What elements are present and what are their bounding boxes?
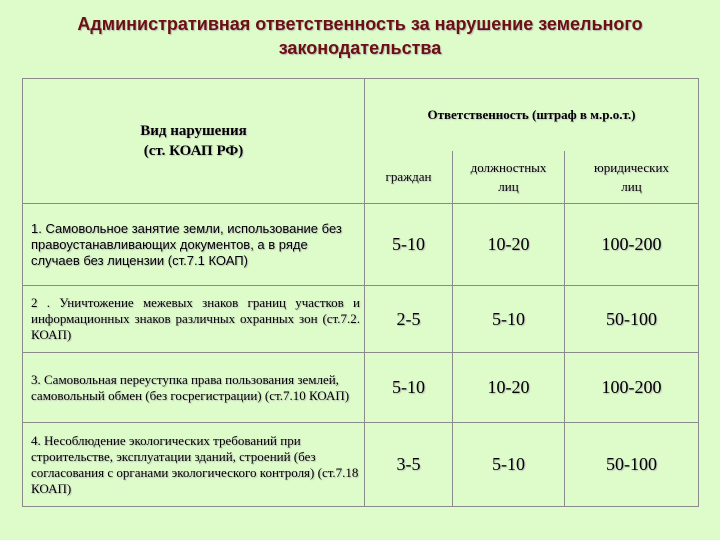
fine-officials: 5-10 [453,423,565,507]
header-officials [453,151,565,204]
fine-citizens: 5-10 [365,204,453,286]
table-row [23,353,699,423]
header-officials-line-2: лиц [498,178,519,194]
fine-citizens: 5-10 [365,353,453,423]
header-officials-line-1: должностных [470,159,547,175]
fine-legal: 50-100 [565,286,699,353]
header-legal [565,151,699,204]
header-citizens-label: граждан [385,169,432,185]
header-violation-article: (ст. КОАП РФ) [143,143,244,159]
header-violation-type [23,79,365,204]
header-responsibility-label: Ответственность (штраф в м.р.о.т.) [427,106,636,122]
header-legal-line-1: юридических [594,159,669,175]
page-title-line-1: Административная ответственность за нарушение земельного [77,14,643,34]
fine-legal: 50-100 [565,423,699,507]
violation-cell: 3. Самовольная переуступка права пользования землей, самовольный обмен (без госрегистрации) (ст.7.10 КОАП) [23,353,365,423]
table-row [23,286,699,353]
page-title [0,12,720,60]
fine-citizens: 2-5 [365,286,453,353]
header-violation-label: Вид нарушения [140,123,247,139]
violation-cell: 2 . Уничтожение межевых знаков границ участков и информационных знаков различных охранных зон (ст.7.2. КОАП) [23,286,365,353]
fine-legal: 100-200 [565,353,699,423]
fine-officials: 5-10 [453,286,565,353]
header-legal-line-2: лиц [621,178,642,194]
header-responsibility [365,79,699,151]
liability-table [22,78,699,507]
violation-cell: 4. Несоблюдение экологических требований при строительстве, эксплуатации зданий, строений (без согласования с органами экологического контроля) (ст.7.18 КОАП) [23,423,365,507]
fine-officials: 10-20 [453,353,565,423]
table-row [23,423,699,507]
violation-cell: 1. Самовольное занятие земли, использование без правоустанавливающих документов, а в ряде случаев без лицензии (ст.7.1 КОАП) [23,204,365,286]
table-row [23,204,699,286]
fine-officials: 10-20 [453,204,565,286]
header-citizens [365,151,453,204]
fine-legal: 100-200 [565,204,699,286]
fine-citizens: 3-5 [365,423,453,507]
page-title-line-2: законодательства [278,38,442,58]
